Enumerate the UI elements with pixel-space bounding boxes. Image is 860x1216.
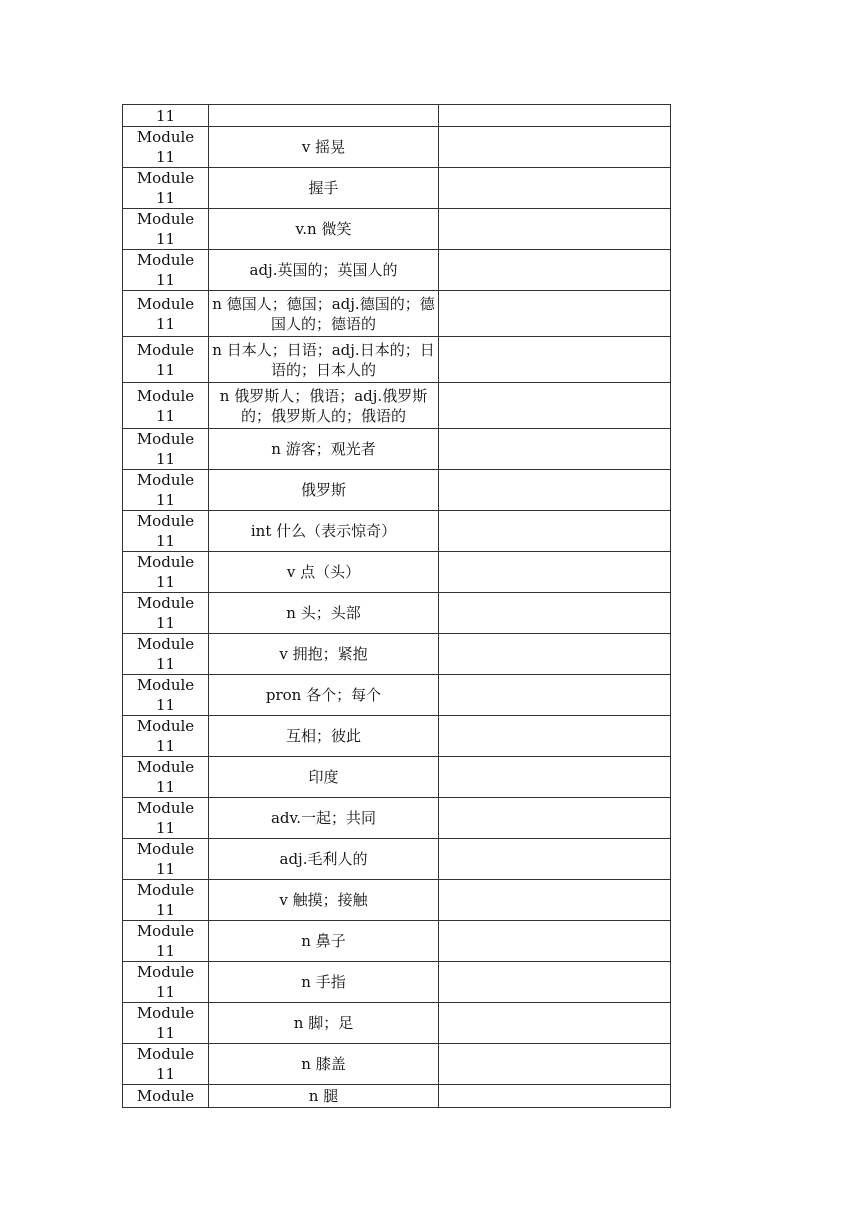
answer-cell — [439, 839, 671, 880]
module-cell: Module 11 — [123, 291, 209, 337]
meaning-cell: n 腿 — [209, 1085, 439, 1108]
answer-cell — [439, 470, 671, 511]
table-row — [123, 291, 671, 337]
table-row — [123, 209, 671, 250]
module-cell: Module 11 — [123, 757, 209, 798]
answer-cell — [439, 1044, 671, 1085]
table-row — [123, 757, 671, 798]
module-cell: 11 — [123, 105, 209, 127]
answer-cell — [439, 209, 671, 250]
table-row — [123, 105, 671, 127]
answer-cell — [439, 1085, 671, 1108]
meaning-cell: pron 各个；每个 — [209, 675, 439, 716]
module-cell: Module 11 — [123, 675, 209, 716]
module-cell: Module 11 — [123, 250, 209, 291]
module-cell: Module — [123, 1085, 209, 1108]
module-cell: Module 11 — [123, 880, 209, 921]
table-row — [123, 593, 671, 634]
answer-cell — [439, 291, 671, 337]
meaning-cell: v.n 微笑 — [209, 209, 439, 250]
table-row — [123, 1044, 671, 1085]
table-row — [123, 1003, 671, 1044]
module-cell: Module 11 — [123, 716, 209, 757]
answer-cell — [439, 1003, 671, 1044]
meaning-cell: n 游客；观光者 — [209, 429, 439, 470]
meaning-cell: n 手指 — [209, 962, 439, 1003]
table-row — [123, 634, 671, 675]
table-row — [123, 675, 671, 716]
meaning-cell: 印度 — [209, 757, 439, 798]
table-row — [123, 168, 671, 209]
module-cell: Module 11 — [123, 552, 209, 593]
table-row — [123, 552, 671, 593]
table-row — [123, 429, 671, 470]
answer-cell — [439, 880, 671, 921]
answer-cell — [439, 593, 671, 634]
meaning-cell: n 膝盖 — [209, 1044, 439, 1085]
module-cell: Module 11 — [123, 168, 209, 209]
answer-cell — [439, 105, 671, 127]
answer-cell — [439, 962, 671, 1003]
meaning-cell: n 日本人；日语；adj.日本的；日语的；日本人的 — [209, 337, 439, 383]
meaning-cell: 握手 — [209, 168, 439, 209]
answer-cell — [439, 716, 671, 757]
meaning-cell: v 拥抱；紧抱 — [209, 634, 439, 675]
answer-cell — [439, 250, 671, 291]
meaning-cell: v 点（头） — [209, 552, 439, 593]
answer-cell — [439, 127, 671, 168]
meaning-cell — [209, 105, 439, 127]
table-row — [123, 921, 671, 962]
answer-cell — [439, 921, 671, 962]
meaning-cell: n 德国人；德国；adj.德国的；德国人的；德语的 — [209, 291, 439, 337]
module-cell: Module 11 — [123, 511, 209, 552]
module-cell: Module 11 — [123, 429, 209, 470]
meaning-cell: n 头；头部 — [209, 593, 439, 634]
module-cell: Module 11 — [123, 1044, 209, 1085]
meaning-cell: n 俄罗斯人；俄语；adj.俄罗斯的；俄罗斯人的；俄语的 — [209, 383, 439, 429]
table-row — [123, 470, 671, 511]
vocabulary-table-body — [123, 105, 671, 1108]
module-cell: Module 11 — [123, 839, 209, 880]
table-row — [123, 880, 671, 921]
meaning-cell: adj.毛利人的 — [209, 839, 439, 880]
table-row — [123, 250, 671, 291]
module-cell: Module 11 — [123, 962, 209, 1003]
module-cell: Module 11 — [123, 470, 209, 511]
answer-cell — [439, 337, 671, 383]
table-row — [123, 798, 671, 839]
module-cell: Module 11 — [123, 383, 209, 429]
table-row — [123, 511, 671, 552]
answer-cell — [439, 675, 671, 716]
table-row — [123, 1085, 671, 1108]
meaning-cell: adv.一起；共同 — [209, 798, 439, 839]
meaning-cell: 俄罗斯 — [209, 470, 439, 511]
table-row — [123, 127, 671, 168]
table-row — [123, 962, 671, 1003]
meaning-cell: v 摇晃 — [209, 127, 439, 168]
module-cell: Module 11 — [123, 209, 209, 250]
meaning-cell: n 脚；足 — [209, 1003, 439, 1044]
module-cell: Module 11 — [123, 593, 209, 634]
answer-cell — [439, 634, 671, 675]
answer-cell — [439, 429, 671, 470]
module-cell: Module 11 — [123, 337, 209, 383]
answer-cell — [439, 552, 671, 593]
answer-cell — [439, 168, 671, 209]
answer-cell — [439, 798, 671, 839]
meaning-cell: v 触摸；接触 — [209, 880, 439, 921]
module-cell: Module 11 — [123, 921, 209, 962]
meaning-cell: int 什么（表示惊奇） — [209, 511, 439, 552]
answer-cell — [439, 757, 671, 798]
module-cell: Module 11 — [123, 634, 209, 675]
answer-cell — [439, 383, 671, 429]
meaning-cell: 互相；彼此 — [209, 716, 439, 757]
table-row — [123, 839, 671, 880]
vocabulary-table — [122, 104, 671, 1108]
module-cell: Module 11 — [123, 798, 209, 839]
meaning-cell: adj.英国的；英国人的 — [209, 250, 439, 291]
module-cell: Module 11 — [123, 127, 209, 168]
module-cell: Module 11 — [123, 1003, 209, 1044]
meaning-cell: n 鼻子 — [209, 921, 439, 962]
table-row — [123, 337, 671, 383]
answer-cell — [439, 511, 671, 552]
table-row — [123, 716, 671, 757]
table-row — [123, 383, 671, 429]
